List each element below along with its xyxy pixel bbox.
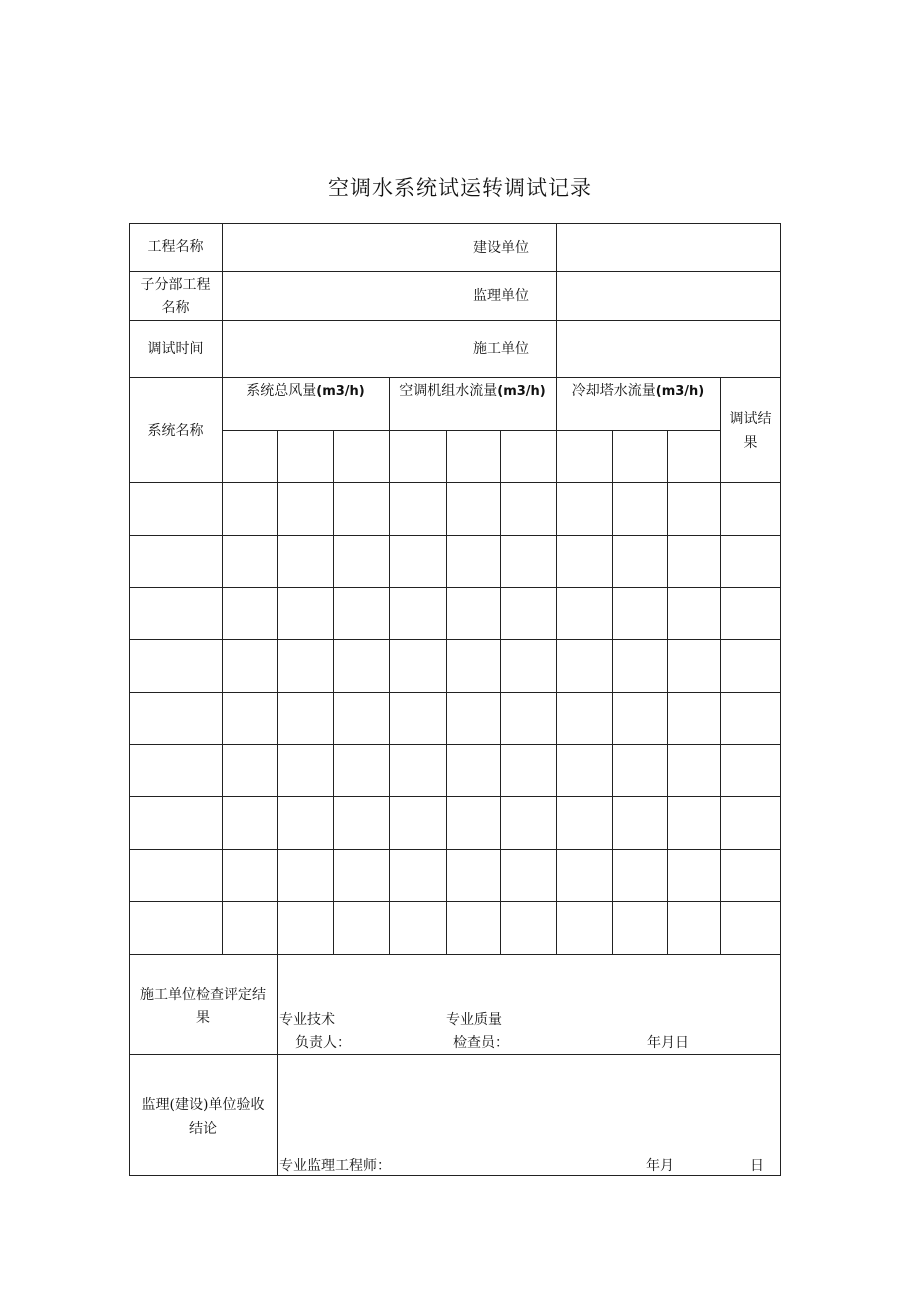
row-divider	[129, 377, 781, 378]
result-header-cont: 果	[743, 435, 758, 451]
row-divider	[129, 692, 781, 693]
chiller-flow-header	[389, 379, 556, 404]
row-divider	[129, 320, 781, 321]
row-divider	[129, 901, 781, 902]
unit-text: (m3/h)	[655, 384, 705, 399]
quality-inspector-label: 专业质量	[446, 1012, 502, 1028]
air-volume-header-text: 系统总风量	[246, 383, 317, 399]
page-title: 空调水系统试运转调试记录	[328, 176, 592, 200]
quality-inspector-label-cont: 检查员：	[453, 1035, 509, 1051]
tech-lead-label-cont: 负责人：	[295, 1035, 351, 1051]
col-divider	[667, 430, 668, 954]
row-divider	[129, 639, 781, 640]
tech-lead-label: 专业技术	[279, 1012, 335, 1028]
construction-owner-label: 建设单位	[473, 240, 529, 256]
col-divider	[446, 430, 447, 954]
row-divider	[129, 849, 781, 850]
row-divider	[129, 587, 781, 588]
col-divider	[277, 954, 278, 1176]
row-divider	[129, 271, 781, 272]
row-divider	[129, 954, 781, 955]
subproject-label-cont: 名称	[161, 300, 190, 316]
supervision-date-year-month: 年月	[646, 1158, 674, 1174]
row-divider	[129, 796, 781, 797]
col-divider	[389, 377, 390, 954]
col-divider	[612, 430, 613, 954]
col-divider	[277, 430, 278, 954]
col-divider	[720, 377, 721, 954]
col-divider	[500, 430, 501, 954]
border-right	[780, 223, 781, 1176]
subheader-divider	[222, 430, 721, 431]
row-divider	[129, 744, 781, 745]
col-divider	[556, 223, 557, 378]
result-header: 调试结	[729, 411, 772, 427]
subproject-label: 子分部工程	[140, 277, 211, 293]
system-name-header: 系统名称	[147, 423, 204, 439]
supervising-engineer-label: 专业监理工程师：	[279, 1158, 391, 1174]
supervision-unit-label: 监理单位	[473, 288, 529, 304]
construction-check-date: 年月日	[647, 1035, 689, 1051]
col-divider	[222, 377, 223, 954]
row-divider	[129, 482, 781, 483]
unit-text: (m3/h)	[316, 384, 365, 399]
supervision-date-day: 日	[750, 1158, 764, 1174]
border-left	[129, 223, 130, 1176]
construction-check-label: 施工单位检查评定结	[140, 987, 266, 1003]
supervision-conclusion-label-cont: 结论	[189, 1121, 217, 1137]
border-bottom	[129, 1175, 781, 1176]
test-time-label: 调试时间	[147, 341, 204, 357]
tower-flow-header-text: 冷却塔水流量	[571, 383, 656, 399]
tower-flow-header	[556, 379, 720, 404]
construction-unit-label: 施工单位	[473, 341, 529, 357]
chiller-flow-header-text: 空调机组水流量	[399, 383, 498, 399]
col-divider	[222, 223, 223, 378]
project-name-label: 工程名称	[147, 239, 204, 255]
unit-text: (m3/h)	[497, 384, 546, 399]
air-volume-header	[222, 379, 389, 404]
col-divider	[333, 430, 334, 954]
supervision-conclusion-label: 监理(建设)单位验收	[141, 1097, 265, 1113]
border-top	[129, 223, 781, 224]
col-divider	[556, 377, 557, 954]
construction-check-label-cont: 果	[196, 1010, 210, 1026]
row-divider	[129, 535, 781, 536]
record-form	[129, 223, 781, 1176]
